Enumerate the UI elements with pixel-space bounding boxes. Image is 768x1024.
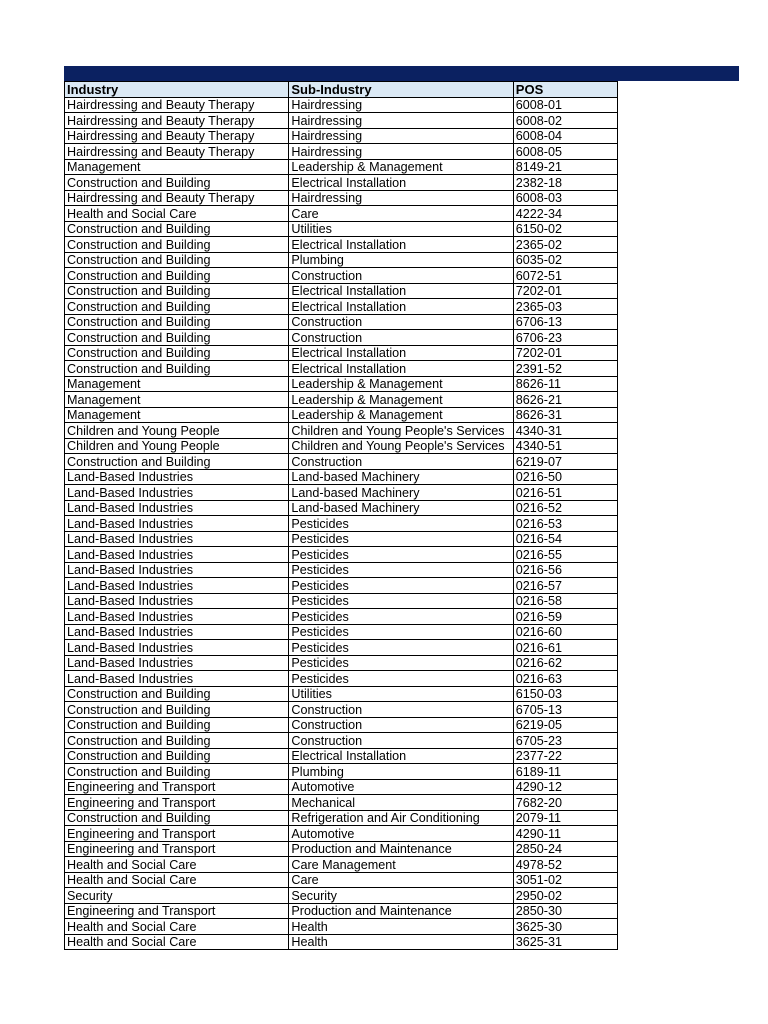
sub-industry-cell: Construction — [289, 733, 513, 749]
sub-industry-cell: Pesticides — [289, 671, 513, 687]
table-row — [65, 314, 618, 330]
table-row — [65, 516, 618, 532]
sub-industry-cell: Hairdressing — [289, 113, 513, 129]
sub-industry-cell: Hairdressing — [289, 97, 513, 113]
pos-cell: 2950-02 — [513, 888, 617, 904]
table-header-row — [65, 82, 618, 98]
industry-cell: Children and Young People — [65, 438, 289, 454]
industry-cell: Construction and Building — [65, 733, 289, 749]
table-row — [65, 407, 618, 423]
table-row — [65, 764, 618, 780]
industry-cell: Hairdressing and Beauty Therapy — [65, 97, 289, 113]
industry-cell: Construction and Building — [65, 748, 289, 764]
table-row — [65, 655, 618, 671]
industry-cell: Management — [65, 159, 289, 175]
industry-cell: Construction and Building — [65, 237, 289, 253]
table-row — [65, 175, 618, 191]
sub-industry-cell: Electrical Installation — [289, 345, 513, 361]
table-row — [65, 299, 618, 315]
industry-cell: Management — [65, 376, 289, 392]
sub-industry-cell: Mechanical — [289, 795, 513, 811]
sub-industry-cell: Electrical Installation — [289, 237, 513, 253]
table-row — [65, 283, 618, 299]
pos-cell: 4340-51 — [513, 438, 617, 454]
table-row — [65, 624, 618, 640]
industry-cell: Hairdressing and Beauty Therapy — [65, 128, 289, 144]
table-row — [65, 361, 618, 377]
pos-cell: 8626-31 — [513, 407, 617, 423]
table-row — [65, 547, 618, 563]
sub-industry-cell: Construction — [289, 454, 513, 470]
pos-cell: 0216-56 — [513, 562, 617, 578]
table-row — [65, 500, 618, 516]
table-row — [65, 826, 618, 842]
pos-cell: 0216-52 — [513, 500, 617, 516]
pos-cell: 0216-51 — [513, 485, 617, 501]
industry-cell: Construction and Building — [65, 283, 289, 299]
table-row — [65, 562, 618, 578]
sub-industry-cell: Automotive — [289, 779, 513, 795]
industry-cell: Management — [65, 407, 289, 423]
table-row — [65, 733, 618, 749]
pos-cell: 0216-60 — [513, 624, 617, 640]
pos-cell: 4340-31 — [513, 423, 617, 439]
sub-industry-cell: Security — [289, 888, 513, 904]
table-row — [65, 810, 618, 826]
pos-cell: 2850-24 — [513, 841, 617, 857]
industry-cell: Land-Based Industries — [65, 547, 289, 563]
industry-cell: Land-Based Industries — [65, 500, 289, 516]
industry-cell: Engineering and Transport — [65, 826, 289, 842]
sub-industry-cell: Construction — [289, 268, 513, 284]
sub-industry-cell: Construction — [289, 702, 513, 718]
table-row — [65, 392, 618, 408]
sub-industry-cell: Leadership & Management — [289, 159, 513, 175]
sub-industry-cell: Children and Young People's Services — [289, 438, 513, 454]
sub-industry-cell: Land-based Machinery — [289, 485, 513, 501]
industry-cell: Health and Social Care — [65, 919, 289, 935]
table-row — [65, 128, 618, 144]
pos-cell: 2377-22 — [513, 748, 617, 764]
table-row — [65, 888, 618, 904]
pos-cell: 6008-05 — [513, 144, 617, 160]
pos-cell: 2850-30 — [513, 903, 617, 919]
table-row — [65, 159, 618, 175]
pos-cell: 6150-02 — [513, 221, 617, 237]
pos-cell: 8626-11 — [513, 376, 617, 392]
industry-cell: Construction and Building — [65, 345, 289, 361]
industry-cell: Management — [65, 392, 289, 408]
sub-industry-cell: Care Management — [289, 857, 513, 873]
industry-cell: Security — [65, 888, 289, 904]
pos-cell: 2365-03 — [513, 299, 617, 315]
industry-cell: Children and Young People — [65, 423, 289, 439]
sub-industry-cell: Hairdressing — [289, 128, 513, 144]
sub-industry-cell: Plumbing — [289, 252, 513, 268]
sub-industry-cell: Electrical Installation — [289, 283, 513, 299]
table-row — [65, 97, 618, 113]
table-row — [65, 934, 618, 950]
pos-cell: 0216-53 — [513, 516, 617, 532]
table-row — [65, 686, 618, 702]
industry-cell: Hairdressing and Beauty Therapy — [65, 190, 289, 206]
sub-industry-cell: Construction — [289, 314, 513, 330]
pos-cell: 4290-12 — [513, 779, 617, 795]
table-row — [65, 454, 618, 470]
sub-industry-cell: Production and Maintenance — [289, 903, 513, 919]
table-row — [65, 252, 618, 268]
pos-cell: 7202-01 — [513, 283, 617, 299]
table-row — [65, 640, 618, 656]
pos-cell: 3051-02 — [513, 872, 617, 888]
pos-cell: 0216-50 — [513, 469, 617, 485]
table-row — [65, 795, 618, 811]
sub-industry-cell: Pesticides — [289, 609, 513, 625]
industry-cell: Engineering and Transport — [65, 903, 289, 919]
table-row — [65, 857, 618, 873]
industry-cell: Land-Based Industries — [65, 671, 289, 687]
industry-cell: Construction and Building — [65, 268, 289, 284]
industry-cell: Land-Based Industries — [65, 624, 289, 640]
industry-cell: Land-Based Industries — [65, 485, 289, 501]
pos-cell: 0216-55 — [513, 547, 617, 563]
industry-cell: Construction and Building — [65, 764, 289, 780]
pos-cell: 0216-58 — [513, 593, 617, 609]
industry-cell: Construction and Building — [65, 252, 289, 268]
pos-cell: 6219-07 — [513, 454, 617, 470]
industry-cell: Construction and Building — [65, 810, 289, 826]
pos-cell: 6008-04 — [513, 128, 617, 144]
sub-industry-cell: Construction — [289, 717, 513, 733]
industry-cell: Construction and Building — [65, 361, 289, 377]
table-row — [65, 438, 618, 454]
industry-cell: Hairdressing and Beauty Therapy — [65, 144, 289, 160]
sub-industry-cell: Leadership & Management — [289, 392, 513, 408]
table-row — [65, 423, 618, 439]
industry-cell: Construction and Building — [65, 314, 289, 330]
sub-industry-cell: Production and Maintenance — [289, 841, 513, 857]
sub-industry-cell: Refrigeration and Air Conditioning — [289, 810, 513, 826]
sub-industry-cell: Utilities — [289, 221, 513, 237]
pos-cell: 6072-51 — [513, 268, 617, 284]
table-row — [65, 330, 618, 346]
pos-cell: 6706-13 — [513, 314, 617, 330]
pos-cell: 2365-02 — [513, 237, 617, 253]
industry-cell: Land-Based Industries — [65, 562, 289, 578]
pos-cell: 0216-54 — [513, 531, 617, 547]
sub-industry-cell: Land-based Machinery — [289, 469, 513, 485]
sub-industry-cell: Pesticides — [289, 562, 513, 578]
pos-cell: 6008-01 — [513, 97, 617, 113]
industry-cell: Land-Based Industries — [65, 609, 289, 625]
pos-cell: 0216-59 — [513, 609, 617, 625]
table-row — [65, 593, 618, 609]
sub-industry-cell: Hairdressing — [289, 190, 513, 206]
table-row — [65, 872, 618, 888]
sub-industry-cell: Health — [289, 934, 513, 950]
industry-cell: Land-Based Industries — [65, 593, 289, 609]
table-row — [65, 919, 618, 935]
pos-cell: 0216-62 — [513, 655, 617, 671]
pos-cell: 6705-13 — [513, 702, 617, 718]
industry-cell: Health and Social Care — [65, 206, 289, 222]
pos-cell: 0216-63 — [513, 671, 617, 687]
industry-cell: Health and Social Care — [65, 857, 289, 873]
pos-cell: 6008-03 — [513, 190, 617, 206]
table-row — [65, 469, 618, 485]
pos-cell: 6219-05 — [513, 717, 617, 733]
industry-cell: Construction and Building — [65, 717, 289, 733]
pos-cell: 6150-03 — [513, 686, 617, 702]
sub-industry-cell: Land-based Machinery — [289, 500, 513, 516]
sub-industry-cell: Care — [289, 206, 513, 222]
table-row — [65, 609, 618, 625]
pos-cell: 6705-23 — [513, 733, 617, 749]
industry-cell: Land-Based Industries — [65, 655, 289, 671]
industry-cell: Land-Based Industries — [65, 531, 289, 547]
column-header-pos: POS — [513, 82, 617, 98]
sub-industry-cell: Leadership & Management — [289, 407, 513, 423]
sub-industry-cell: Health — [289, 919, 513, 935]
industry-cell: Land-Based Industries — [65, 578, 289, 594]
table-row — [65, 376, 618, 392]
industry-cell: Health and Social Care — [65, 934, 289, 950]
industry-cell: Construction and Building — [65, 686, 289, 702]
sub-industry-cell: Electrical Installation — [289, 361, 513, 377]
table-row — [65, 578, 618, 594]
industry-cell: Construction and Building — [65, 702, 289, 718]
sub-industry-cell: Plumbing — [289, 764, 513, 780]
pos-cell: 0216-57 — [513, 578, 617, 594]
pos-cell: 6035-02 — [513, 252, 617, 268]
table-row — [65, 671, 618, 687]
industry-cell: Construction and Building — [65, 454, 289, 470]
industry-cell: Land-Based Industries — [65, 469, 289, 485]
sub-industry-cell: Hairdressing — [289, 144, 513, 160]
sub-industry-cell: Pesticides — [289, 547, 513, 563]
table-row — [65, 345, 618, 361]
sub-industry-cell: Leadership & Management — [289, 376, 513, 392]
column-header-sub-industry: Sub-Industry — [289, 82, 513, 98]
table-row — [65, 190, 618, 206]
pos-cell: 7682-20 — [513, 795, 617, 811]
industry-cell: Construction and Building — [65, 299, 289, 315]
column-header-industry: Industry — [65, 82, 289, 98]
industry-cell: Land-Based Industries — [65, 516, 289, 532]
pos-cell: 6706-23 — [513, 330, 617, 346]
pos-cell: 8626-21 — [513, 392, 617, 408]
industry-cell: Health and Social Care — [65, 872, 289, 888]
sub-industry-cell: Pesticides — [289, 640, 513, 656]
industry-cell: Construction and Building — [65, 330, 289, 346]
table-row — [65, 841, 618, 857]
table-row — [65, 702, 618, 718]
sub-industry-cell: Automotive — [289, 826, 513, 842]
sub-industry-cell: Pesticides — [289, 655, 513, 671]
industry-cell: Engineering and Transport — [65, 795, 289, 811]
sub-industry-cell: Construction — [289, 330, 513, 346]
pos-cell: 4290-11 — [513, 826, 617, 842]
industry-cell: Hairdressing and Beauty Therapy — [65, 113, 289, 129]
sub-industry-cell: Electrical Installation — [289, 299, 513, 315]
industry-cell: Land-Based Industries — [65, 640, 289, 656]
pos-cell: 6008-02 — [513, 113, 617, 129]
industry-cell: Construction and Building — [65, 221, 289, 237]
pos-cell: 3625-30 — [513, 919, 617, 935]
table-row — [65, 748, 618, 764]
sub-industry-cell: Utilities — [289, 686, 513, 702]
sub-industry-cell: Pesticides — [289, 531, 513, 547]
table-row — [65, 113, 618, 129]
sub-industry-cell: Children and Young People's Services — [289, 423, 513, 439]
industry-table — [64, 81, 618, 950]
pos-cell: 0216-61 — [513, 640, 617, 656]
pos-cell: 2079-11 — [513, 810, 617, 826]
table-row — [65, 903, 618, 919]
sub-industry-cell: Pesticides — [289, 593, 513, 609]
pos-cell: 4222-34 — [513, 206, 617, 222]
pos-cell: 2382-18 — [513, 175, 617, 191]
pos-cell: 7202-01 — [513, 345, 617, 361]
pos-cell: 4978-52 — [513, 857, 617, 873]
table-body — [65, 97, 618, 950]
pos-cell: 8149-21 — [513, 159, 617, 175]
table-row — [65, 485, 618, 501]
pos-cell: 6189-11 — [513, 764, 617, 780]
pos-cell: 2391-52 — [513, 361, 617, 377]
sub-industry-cell: Electrical Installation — [289, 748, 513, 764]
sub-industry-cell: Care — [289, 872, 513, 888]
sub-industry-cell: Pesticides — [289, 624, 513, 640]
table-row — [65, 221, 618, 237]
table-row — [65, 237, 618, 253]
table-row — [65, 144, 618, 160]
sub-industry-cell: Pesticides — [289, 516, 513, 532]
industry-cell: Construction and Building — [65, 175, 289, 191]
sub-industry-cell: Electrical Installation — [289, 175, 513, 191]
industry-cell: Engineering and Transport — [65, 779, 289, 795]
table-row — [65, 206, 618, 222]
sheet-header-band — [64, 66, 739, 81]
table-row — [65, 531, 618, 547]
table-row — [65, 268, 618, 284]
table-row — [65, 717, 618, 733]
industry-cell: Engineering and Transport — [65, 841, 289, 857]
table-row — [65, 779, 618, 795]
pos-cell: 3625-31 — [513, 934, 617, 950]
sub-industry-cell: Pesticides — [289, 578, 513, 594]
